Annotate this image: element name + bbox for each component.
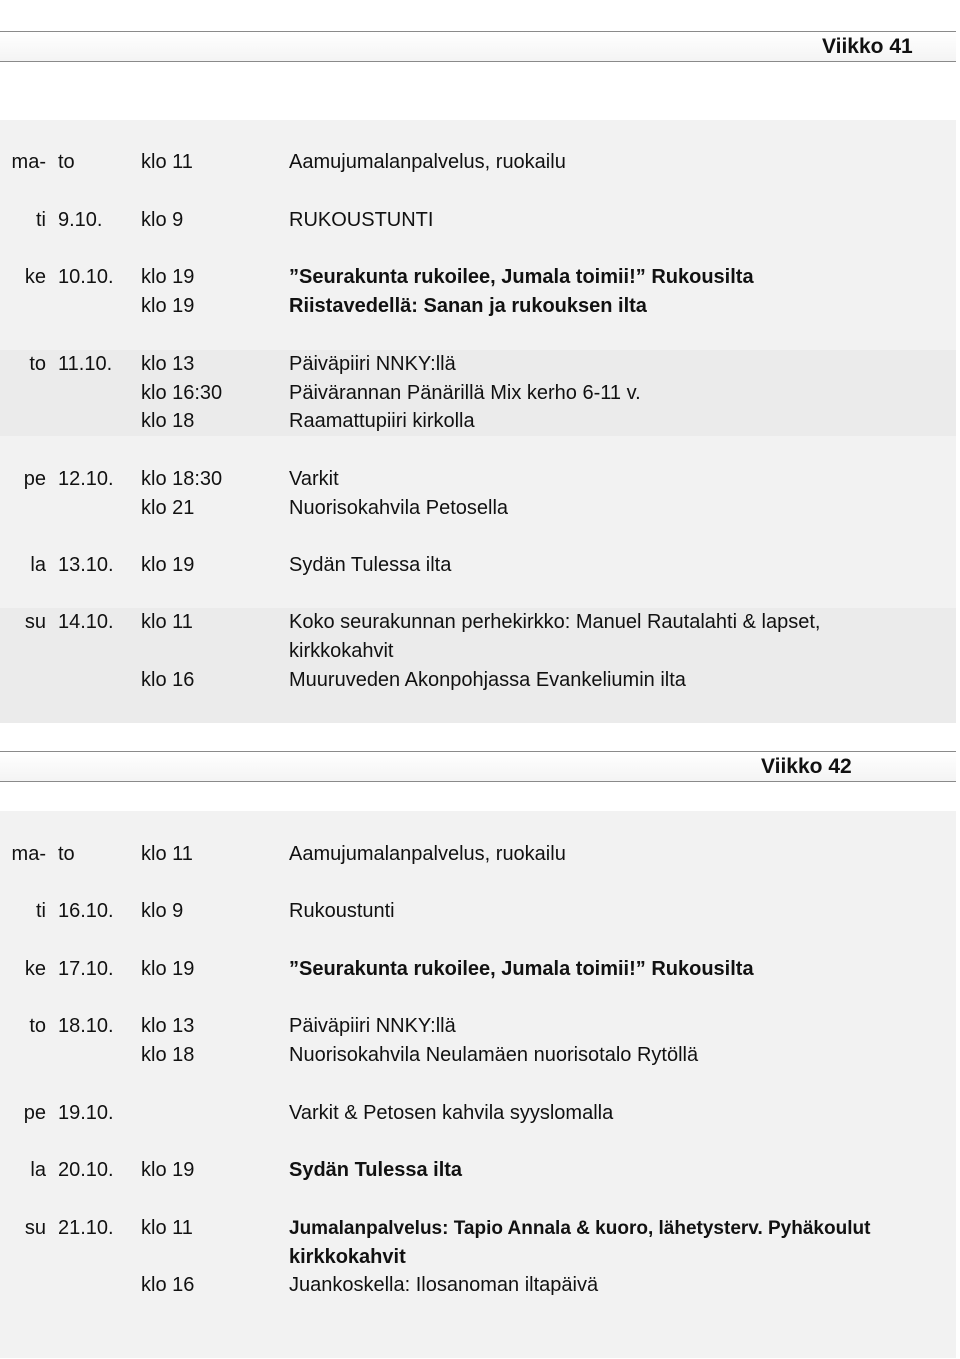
time-label: klo 19: [141, 554, 195, 576]
date-label: 13.10.: [58, 554, 114, 576]
event-text: Koko seurakunnan perhekirkko: Manuel Rautalahti & lapset,: [289, 611, 821, 633]
event-text: Juankoskella: Ilosanoman iltapäivä: [289, 1274, 599, 1296]
date-label: 19.10.: [58, 1102, 114, 1124]
event-text: ”Seurakunta rukoilee, Jumala toimii!” Rukousilta: [289, 958, 754, 980]
event-text: RUKOUSTUNTI: [289, 209, 434, 231]
time-label: klo 19: [141, 295, 195, 317]
time-label: klo 16: [141, 1274, 195, 1296]
event-text: Päiväpiiri NNKY:llä: [289, 353, 456, 375]
schedule-row: [0, 840, 956, 869]
schedule-row: [0, 148, 956, 177]
event-text: Sydän Tulessa ilta: [289, 1159, 463, 1181]
day-label: to: [29, 1015, 46, 1037]
schedule-row: [0, 551, 956, 580]
time-label: klo 19: [141, 266, 195, 288]
date-label: 11.10.: [58, 353, 113, 375]
day-label: ma-: [11, 151, 46, 173]
time-label: klo 13: [141, 353, 195, 375]
event-text: Nuorisokahvila Neulamäen nuorisotalo Rytöllä: [289, 1044, 699, 1066]
time-label: klo 18:30: [141, 468, 223, 490]
schedule-row: [0, 1099, 956, 1128]
day-label: to: [29, 353, 46, 375]
event-text: Rukoustunti: [289, 900, 395, 922]
day-label: su: [24, 1217, 46, 1239]
time-label: klo 18: [141, 410, 195, 432]
time-label: klo 11: [141, 1217, 193, 1239]
date-label: 10.10.: [58, 266, 114, 288]
day-label: su: [24, 611, 46, 633]
schedule-row: [0, 1041, 956, 1070]
time-label: klo 13: [141, 1015, 195, 1037]
day-label: ke: [24, 958, 46, 980]
time-label: klo 11: [141, 151, 193, 173]
schedule-row: [0, 1243, 956, 1272]
time-label: klo 18: [141, 1044, 195, 1066]
date-label: 9.10.: [58, 209, 103, 231]
week-41-header: [0, 31, 956, 62]
week-42-title: Viikko 42: [761, 755, 852, 778]
schedule-row: [0, 608, 956, 637]
day-label: la: [30, 1159, 46, 1181]
schedule-row: [0, 465, 956, 494]
date-label: 21.10.: [58, 1217, 114, 1239]
time-label: klo 19: [141, 1159, 195, 1181]
day-label: ma-: [11, 843, 46, 865]
event-text: Jumalanpalvelus: Tapio Annala & kuoro, lähetysterv. Pyhäkoulut: [289, 1218, 871, 1239]
schedule-row: [0, 206, 956, 235]
date-label: 12.10.: [58, 468, 114, 490]
time-label: klo 16:30: [141, 382, 223, 404]
time-label: klo 11: [141, 611, 193, 633]
schedule-row: [0, 292, 956, 321]
day-label: pe: [23, 1102, 46, 1124]
time-label: klo 16: [141, 669, 195, 691]
schedule-row: [0, 407, 956, 436]
event-text: Aamujumalanpalvelus, ruokailu: [289, 843, 566, 865]
event-text: Raamattupiiri kirkolla: [289, 410, 475, 432]
schedule-row: [0, 494, 956, 523]
event-text: ”Seurakunta rukoilee, Jumala toimii!” Rukousilta: [289, 266, 754, 288]
event-text: Sydän Tulessa ilta: [289, 554, 452, 576]
event-text: Nuorisokahvila Petosella: [289, 497, 509, 519]
event-text: Päiväpiiri NNKY:llä: [289, 1015, 456, 1037]
time-label: klo 21: [141, 497, 195, 519]
date-label: 14.10.: [58, 611, 114, 633]
event-text: Varkit: [289, 468, 339, 490]
event-text: Päivärannan Pänärillä Mix kerho 6-11 v.: [289, 382, 641, 404]
day-label: la: [30, 554, 46, 576]
day-label: pe: [23, 468, 46, 490]
date-label: to: [58, 151, 75, 173]
day-label: ti: [36, 900, 46, 922]
day-label: ti: [36, 209, 46, 231]
date-label: 16.10.: [58, 900, 114, 922]
schedule-row: [0, 666, 956, 695]
date-label: to: [58, 843, 75, 865]
event-text: kirkkokahvit: [289, 1246, 406, 1268]
event-text: Muuruveden Akonpohjassa Evankeliumin ilta: [289, 669, 686, 691]
time-label: klo 11: [141, 843, 193, 865]
schedule-row: [0, 1012, 956, 1041]
schedule-row: [0, 350, 956, 379]
schedule-row: [0, 897, 956, 926]
schedule-row: [0, 1271, 956, 1300]
schedule-row: [0, 1156, 956, 1185]
schedule-row: [0, 263, 956, 292]
schedule-row: [0, 379, 956, 408]
event-text: Riistavedellä: Sanan ja rukouksen ilta: [289, 295, 647, 317]
event-text: Aamujumalanpalvelus, ruokailu: [289, 151, 566, 173]
week-41-title: Viikko 41: [822, 35, 913, 58]
date-label: 20.10.: [58, 1159, 114, 1181]
time-label: klo 9: [141, 900, 184, 922]
date-label: 18.10.: [58, 1015, 114, 1037]
schedule-row: [0, 1214, 956, 1243]
event-text: kirkkokahvit: [289, 640, 394, 662]
day-label: ke: [24, 266, 46, 288]
time-label: klo 19: [141, 958, 195, 980]
event-text: Varkit & Petosen kahvila syyslomalla: [289, 1102, 614, 1124]
time-label: klo 9: [141, 209, 184, 231]
schedule-row: [0, 637, 956, 666]
date-label: 17.10.: [58, 958, 114, 980]
schedule-row: [0, 955, 956, 984]
